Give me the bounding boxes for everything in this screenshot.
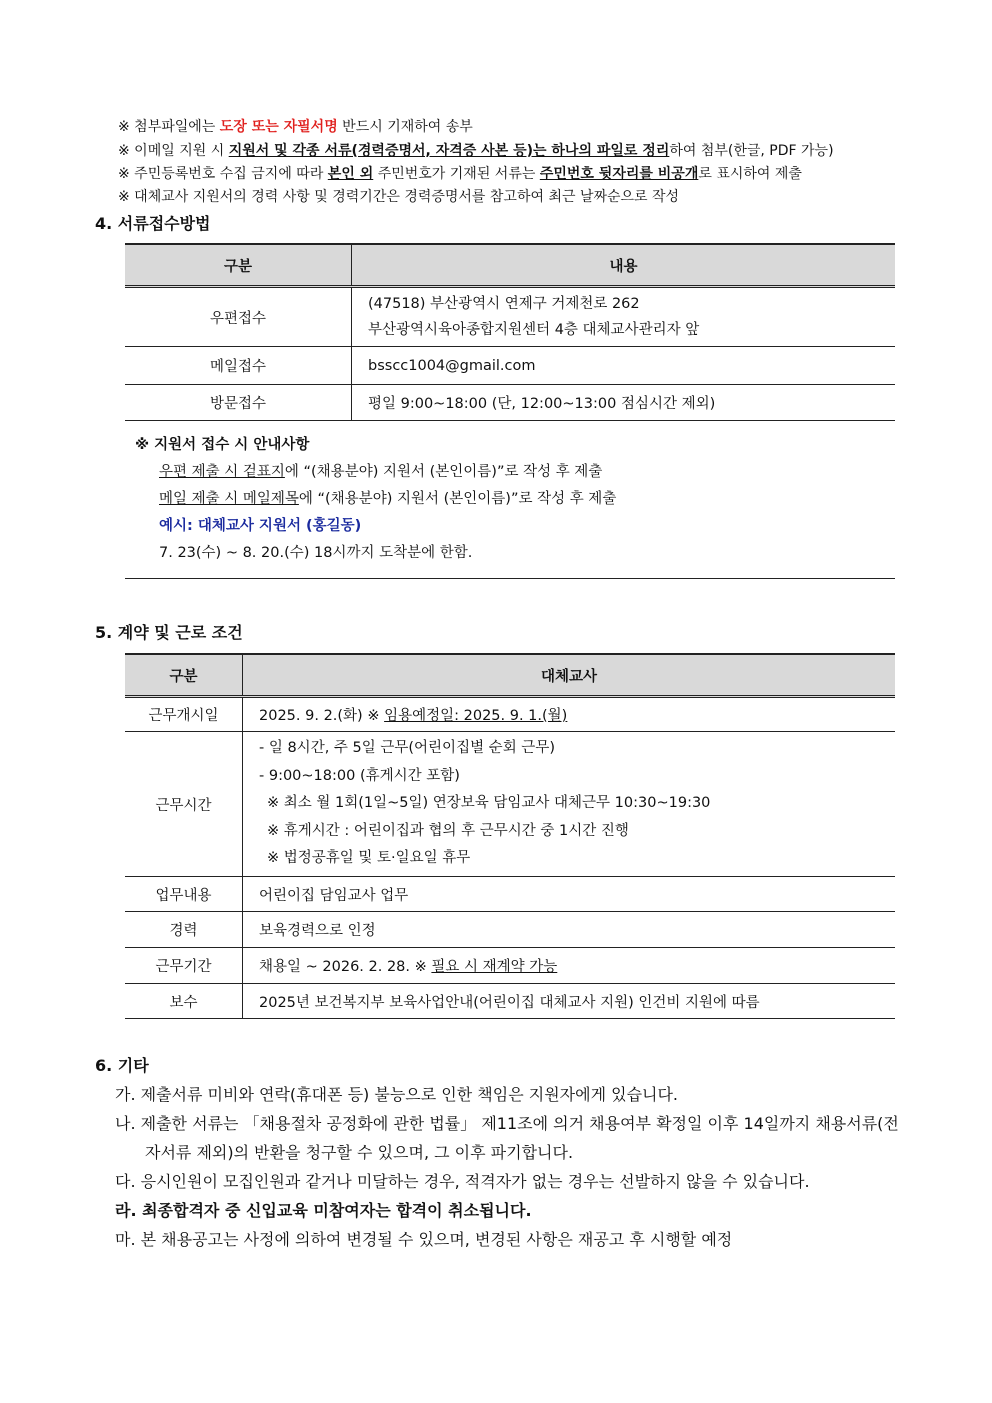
- list-item: 다. 응시인원이 모집인원과 같거나 미달하는 경우, 적격자가 없는 경우는 선발하지 않을 수 있습니다.: [115, 1172, 810, 1191]
- list-item: 가. 제출서류 미비와 연락(휴대폰 등) 불능으로 인한 책임은 지원자에게 있습니다.: [115, 1085, 679, 1104]
- list-item: 라. 최종합격자 중 신입교육 미참여자는 합격이 취소됩니다.: [115, 1201, 532, 1220]
- section5-title: 5. 계약 및 근로 조건: [95, 623, 243, 642]
- contract-table: [125, 653, 895, 1019]
- highlight-seal: 도장 또는 자필서명: [219, 119, 338, 135]
- table-row: [125, 347, 895, 385]
- note-2: ※ 이메일 지원 시 지원서 및 각종 서류(경력증명서, 자격증 사본 등)는 하나의 파일로 정리하여 첨부(한글, PDF 가능): [118, 143, 834, 159]
- row-label: 방문접수: [125, 385, 352, 421]
- misc-list: [115, 1080, 905, 1254]
- col-header-category: 구분: [125, 244, 352, 287]
- note-1: ※ 첨부파일에는 도장 또는 자필서명 반드시 기재하여 송부: [118, 119, 473, 135]
- col-header-category: 구분: [125, 654, 243, 697]
- row-label: 메일접수: [125, 347, 352, 385]
- list-item: 나. 제출한 서류는 「채용절차 공정화에 관한 법률」 제11조에 의거 채용여부 확정일 이후 14일까지 채용서류(전자서류 제외)의 반환을 청구할 수 있으며, 그 이후 파기합니다.: [115, 1114, 899, 1162]
- note-3: ※ 주민등록번호 수집 금지에 따라 본인 외 주민번호가 기재된 서류는 주민번호 뒷자리를 비공개로 표시하여 제출: [118, 166, 802, 182]
- table-row: 업무내용 어린이집 담임교사 업무: [125, 877, 895, 912]
- submission-table: [125, 243, 895, 421]
- table-row: 근무시간 - 일 8시간, 주 5일 근무(어린이집별 순회 근무) - 9:00~18:00 (휴게시간 포함) ※ 최소 월 1회(1일~5일) 연장보육 담임교사 대체근무 10:30~19:30 ※ 휴게시간 : 어린이집과 협의 후 근무시간 중 1시간 진행 ※ 법정공휴일 및 토·일요일 휴무: [125, 732, 895, 877]
- section6-title: 6. 기타: [95, 1056, 149, 1075]
- row-value: 평일 9:00~18:00 (단, 12:00~13:00 점심시간 제외): [352, 385, 896, 421]
- submission-guide: ※ 지원서 접수 시 안내사항 우편 제출 시 겉표지에 “(채용분야) 지원서 (본인이름)”로 작성 후 제출 메일 제출 시 메일제목에 “(채용분야) 지원서 (본인이름)”로 작성 후 제출 예시: 대체교사 지원서 (홍길동) 7. 23(수) ~ 8. 20.(수) 18시까지 도착분에 한함.: [135, 432, 616, 567]
- deadline-text: 7. 23(수) ~ 8. 20.(수) 18시까지 도착분에 한함.: [159, 545, 473, 561]
- section4-title: 4. 서류접수방법: [95, 214, 211, 233]
- row-value: bsscc1004@gmail.com: [352, 347, 896, 385]
- row-value: (47518) 부산광역시 연제구 거제천로 262 부산광역시육아종합지원센터 4층 대체교사관리자 앞: [352, 287, 896, 347]
- note-4: ※ 대체교사 지원서의 경력 사항 및 경력기간은 경력증명서를 참고하여 최근 날짜순으로 작성: [118, 189, 680, 205]
- col-header-content: 내용: [352, 244, 896, 287]
- row-label: 우편접수: [125, 287, 352, 347]
- example-text: 예시: 대체교사 지원서 (홍길동): [159, 518, 362, 534]
- col-header-substitute: 대체교사: [243, 654, 896, 697]
- table-row: [125, 287, 895, 347]
- table-row: 근무기간 채용일 ~ 2026. 2. 28. ※ 필요 시 재계약 가능: [125, 948, 895, 984]
- table-row: 보수 2025년 보건복지부 보육사업안내(어린이집 대체교사 지원) 인건비 지원에 따름: [125, 984, 895, 1019]
- list-item: 마. 본 채용공고는 사정에 의하여 변경될 수 있으며, 변경된 사항은 재공고 후 시행할 예정: [115, 1230, 733, 1249]
- table-row: [125, 385, 895, 421]
- table-row: 경력 보육경력으로 인정: [125, 912, 895, 948]
- divider: [125, 578, 895, 579]
- table-row: 근무개시일 2025. 9. 2.(화) ※ 임용예정일: 2025. 9. 1.(월): [125, 697, 895, 732]
